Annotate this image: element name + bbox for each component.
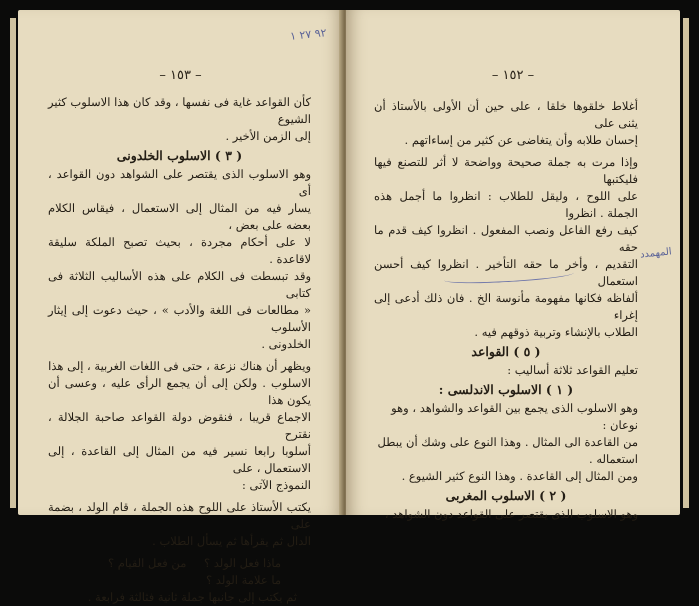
text-line: الخلدونى .	[261, 337, 311, 351]
text-line: الاسلوب . ولكن إلى أن يجمع الرأى عليه ، وعسى أن يكون هذا	[48, 376, 311, 407]
text-line: يكتب الأستاذ على اللوح هذه الجملة ، قام الولد ، بضمة على	[48, 500, 311, 531]
section-heading: ( ٣ ) الاسلوب الخلدونى	[116, 148, 243, 163]
question-row	[48, 555, 311, 572]
right-page-edges	[683, 18, 689, 508]
text-line: الدال ثم يقرأها ثم يسأل الطلاب .	[152, 534, 311, 548]
margin-handwriting: المهمدد	[639, 246, 673, 261]
text-line: ومن المثال إلى القاعدة . وهذا النوع كثير الشيوع .	[401, 469, 638, 483]
left-page	[18, 10, 343, 604]
text-line: ثم يكتب إلى جانبها جملة ثانية فثالثة فرابعة .	[87, 590, 297, 604]
text-line: أغلاط خلقوها خلقا ، على حين أن الأولى بالأستاذ أن يثنى على	[374, 99, 638, 130]
text-line: تعليم القواعد ثلاثة أساليب :	[507, 363, 638, 377]
text-line: أسلوبا رابعا نسير فيه من المثال إلى القاعدة ، إلى الاستعمال ، على	[48, 444, 311, 475]
text-line: على اللوح ، وليقل للطلاب : انظروا ما أجمل هذه الجملة . انظروا	[374, 189, 638, 220]
text-line: يسار فيه من المثال إلى الاستعمال ، فيقاس الكلام بعضه على بعض ،	[48, 201, 311, 232]
question-text: ماذا فعل الولد ؟	[204, 556, 281, 570]
text-line: الاجماع قريبا ، فنقوض دولة القواعد صاحبة الجلالة ، نقترح	[48, 410, 311, 441]
text-line: استعماله .	[589, 452, 638, 466]
page-text	[374, 98, 638, 523]
text-line: إلى الزمن الأخير .	[225, 129, 311, 143]
question-text: ما علامة الولد ؟	[206, 573, 281, 587]
page-text	[48, 94, 311, 606]
section-heading: ( ١ ) الاسلوب الاندلسى :	[438, 382, 574, 397]
text-line: ويظهر أن هناك نزعة ، حتى فى اللغات الغربية ، إلى هذا	[48, 359, 311, 373]
text-line: لا على أحكام مجردة ، بحيث تصبح الملكة سليقة لاقاعدة .	[48, 235, 311, 266]
text-line: كأن القواعد غاية فى نفسها ، وقد كان هذا الاسلوب كثير الشيوع	[48, 95, 311, 126]
question-text: من فعل القيام ؟	[108, 556, 187, 570]
text-line: وإذا مرت به جملة صحيحة وواضحة لا أثر للتصنع فيها فليكتبها	[374, 155, 638, 186]
margin-handwriting: ٩٢ ٢٧ ١	[289, 26, 328, 43]
text-line: « مطالعات فى اللغة والأدب » ، حيث دعوت إلى إيثار الأسلوب	[48, 303, 311, 334]
text-line: وهو الاسلوب الذى يقتصر على الشواهد دون القواعد ، أى	[48, 167, 311, 198]
text-line: ألفاظه فكانها مفهومة مأنوسة الخ . فان ذلك أدعى إلى إغراء	[374, 291, 638, 322]
text-line: وهو الاسلوب الذى يقتصر على القواعد دون الشواهد ،	[384, 507, 638, 521]
section-heading: ( ٥ ) القواعد	[471, 344, 541, 359]
text-line: وقد تبسطت فى الكلام على هذه الأساليب الثلاثة فى كتابى	[48, 269, 311, 300]
text-line: إحسان طلابه وأن يتغاضى عن كثير من إساءاتهم .	[404, 133, 638, 147]
page-number: – ١٥٣ –	[159, 68, 202, 83]
text-line: كيف رفع الفاعل ونصب المفعول . انظروا كيف قدم ما حقه	[374, 223, 638, 254]
text-line: من القاعدة الى المثال . وهذا النوع على وشك أن يبطل	[377, 435, 638, 449]
left-page-edges	[10, 18, 16, 508]
question-row	[48, 572, 311, 589]
text-line: الطلاب بالإنشاء وتربية ذوقهم فيه .	[474, 325, 638, 339]
text-line: وهو الاسلوب الذى يجمع بين القواعد والشواهد ، وهو	[391, 401, 638, 415]
page-number: – ١٥٢ –	[491, 68, 535, 83]
text-line: نوعان :	[602, 418, 638, 432]
right-page	[346, 10, 680, 521]
text-line: التقديم ، وأخر ما حقه التأخير . انظروا كيف أحسن استعمال	[374, 257, 638, 288]
section-heading: ( ٢ ) الاسلوب المغربى	[445, 488, 567, 503]
text-line: النموذج الآتى :	[241, 478, 311, 492]
